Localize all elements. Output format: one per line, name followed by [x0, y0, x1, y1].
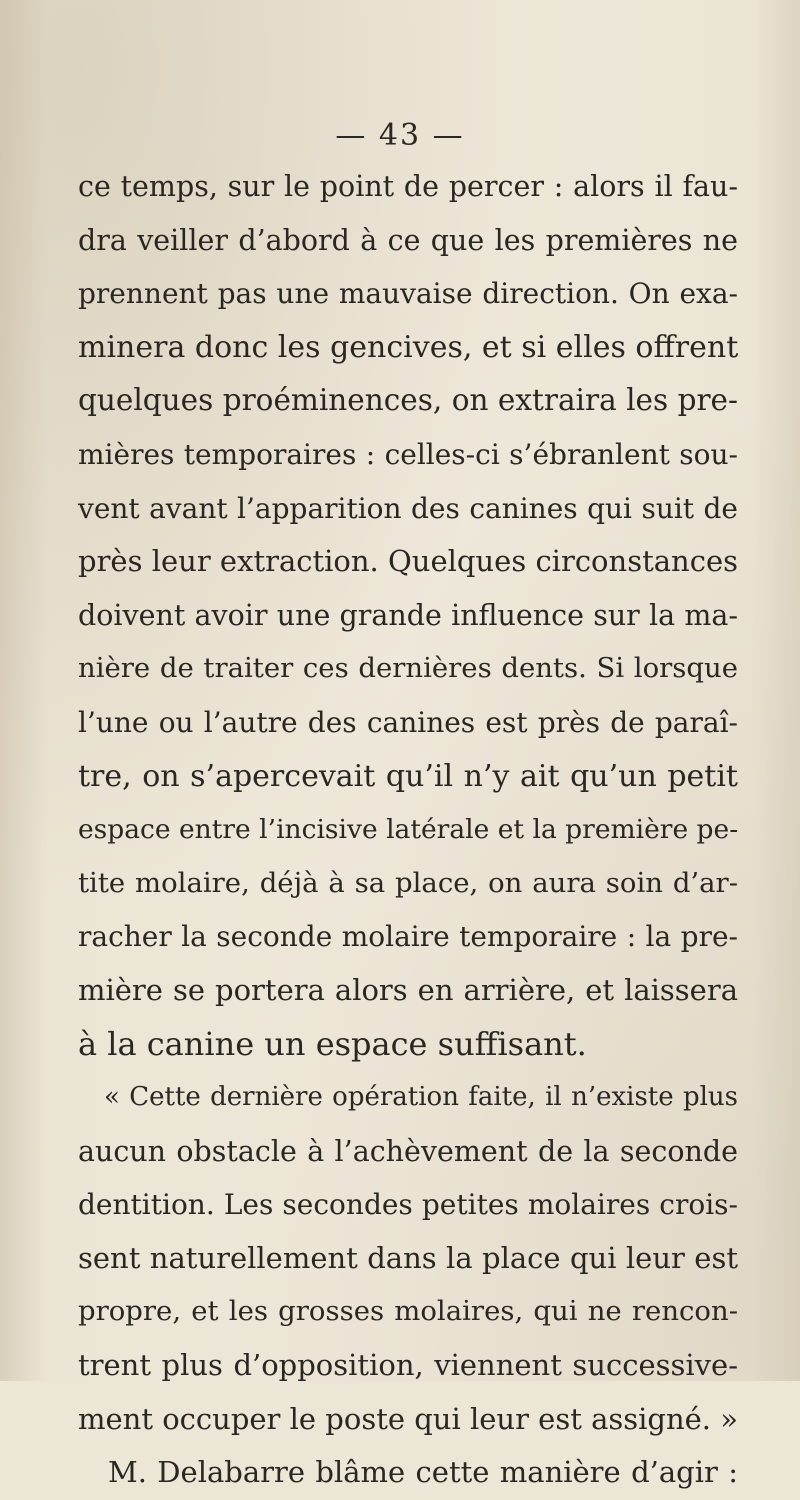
text-line: espace entre l’incisive latérale et la première pe- — [78, 814, 739, 846]
text-line: sent naturellement dans la place qui leur est — [78, 1240, 738, 1275]
text-line: doivent avoir une grande influence sur la ma- — [78, 598, 738, 632]
text-line: l’une ou l’autre des canines est près de paraî- — [78, 705, 738, 739]
text-line: tite molaire, déjà à sa place, on aura soin d’ar- — [78, 866, 738, 899]
text-line: dentition. Les secondes petites molaires crois- — [78, 1188, 738, 1222]
body-text — [78, 160, 738, 1500]
text-line: dra veiller d’abord à ce que les premières ne — [78, 223, 738, 257]
text-line: tre, on s’apercevait qu’il n’y ait qu’un petit — [78, 758, 738, 794]
text-line: à la canine un espace suffisant. — [78, 1024, 587, 1063]
text-line: quelques proéminences, on extraira les pre- — [78, 383, 738, 418]
text-line: « Cette dernière opération faite, il n’existe plus — [104, 1082, 738, 1113]
text-line: minera donc les gencives, et si elles offrent — [78, 329, 739, 365]
text-line: mières temporaires : celles-ci s’ébranlent sou- — [78, 437, 738, 471]
text-line: nière de traiter ces dernières dents. Si lorsque — [78, 652, 738, 685]
text-line: vent avant l’apparition des canines qui suit de — [78, 491, 738, 525]
text-line: racher la seconde molaire temporaire : la pre- — [78, 920, 738, 954]
text-line: aucun obstacle à l’achèvement de la seconde — [78, 1134, 738, 1168]
text-line: propre, et les grosses molaires, qui ne rencon- — [78, 1295, 738, 1328]
text-line: M. Delabarre blâme cette manière d’agir : — [108, 1455, 738, 1490]
text-line: près leur extraction. Quelques circonstances — [78, 544, 738, 579]
text-line: trent plus d’opposition, viennent successive- — [78, 1348, 738, 1383]
text-line: ce temps, sur le point de percer : alors il fau- — [78, 170, 738, 203]
text-line: prennent pas une mauvaise direction. On exa- — [78, 277, 738, 311]
page-number: — 43 — — [335, 118, 465, 153]
text-line: mière se portera alors en arrière, et laissera — [78, 972, 738, 1007]
text-line: ment occuper le poste qui leur est assigné. » — [78, 1401, 738, 1436]
